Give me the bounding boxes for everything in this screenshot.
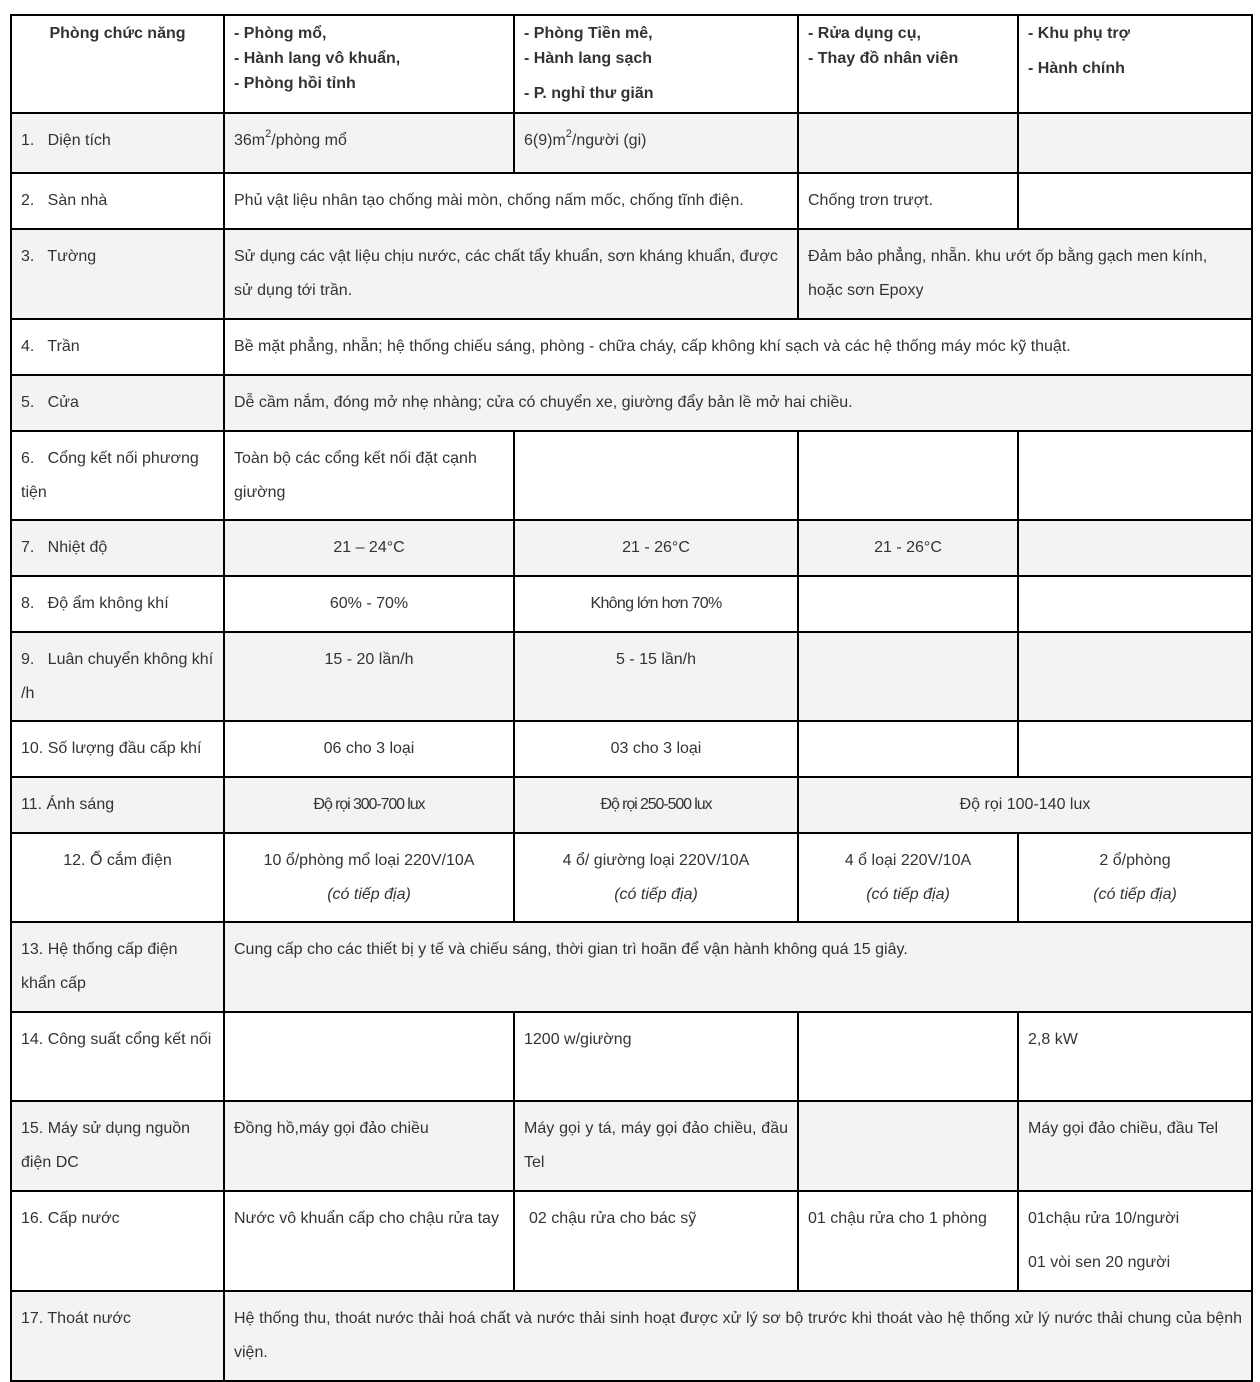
socket-value: 2 ổ/phòng	[1099, 852, 1171, 869]
empty-cell	[514, 431, 798, 520]
empty-cell	[224, 1012, 514, 1101]
row-label: 4. Trần	[11, 319, 224, 375]
empty-cell	[798, 576, 1018, 632]
area-operating-cell	[224, 113, 514, 173]
grounded-note: (có tiếp địa)	[1093, 886, 1177, 903]
water-preanesthesia-cell: 02 chậu rửa cho bác sỹ	[514, 1191, 798, 1291]
header-line: - P. nghỉ thư giãn	[524, 85, 654, 102]
table-row	[11, 833, 1252, 922]
header-preanesthesia-group	[514, 15, 798, 113]
header-line: - Phòng Tiền mê,	[524, 25, 653, 42]
empty-cell	[1018, 632, 1252, 721]
table-row	[11, 922, 1252, 1012]
superscript: 2	[265, 127, 272, 140]
table-row	[11, 319, 1252, 375]
row-label: 15. Máy sử dụng nguồn điện DC	[11, 1101, 224, 1191]
row-label: 14. Công suất cổng kết nối	[11, 1012, 224, 1101]
table-row	[11, 1101, 1252, 1191]
header-operating-room-group	[224, 15, 514, 113]
grounded-note: (có tiếp địa)	[327, 886, 411, 903]
power-aux-cell: 2,8 kW	[1018, 1012, 1252, 1101]
ceiling-cell: Bề mặt phẳng, nhẵn; hệ thống chiếu sáng, phòng - chữa cháy, cấp không khí sạch và các hệ thống máy móc kỹ thuật.	[224, 319, 1252, 375]
header-line: - Phòng hồi tỉnh	[234, 75, 356, 92]
socket-operating-cell	[224, 833, 514, 922]
socket-preanesthesia-cell	[514, 833, 798, 922]
row-label: 17. Thoát nước	[11, 1291, 224, 1381]
header-line: - Thay đồ nhân viên	[808, 50, 959, 67]
wall-main-cell: Sử dụng các vật liệu chịu nước, các chất tẩy khuẩn, sơn kháng khuẩn, được sử dụng tới trần.	[224, 229, 798, 319]
room-spec-table	[10, 14, 1253, 1382]
header-functional-room: Phòng chức năng	[11, 15, 224, 113]
area-unit: /phòng mổ	[271, 132, 347, 149]
socket-value: 4 ổ loại 220V/10A	[844, 852, 972, 869]
empty-cell	[1018, 520, 1252, 576]
water-operating-cell: Nước vô khuẩn cấp cho chậu rửa tay	[224, 1191, 514, 1291]
area-preanesthesia-cell	[514, 113, 798, 173]
wall-aux-cell: Đảm bảo phẳng, nhẵn. khu ướt ốp bằng gạch men kính, hoặc sơn Epoxy	[798, 229, 1252, 319]
area-value: 36m	[234, 132, 266, 149]
grounded-note: (có tiếp địa)	[614, 886, 698, 903]
drainage-cell: Hệ thống thu, thoát nước thải hoá chất và nước thải sinh hoạt được xử lý sơ bộ trước khi thoát vào hệ thống xử lý nước thải chung của bệnh viện.	[224, 1291, 1252, 1381]
row-label: 7. Nhiệt độ	[11, 520, 224, 576]
empty-cell	[1018, 173, 1252, 229]
socket-wash-cell	[798, 833, 1018, 922]
superscript: 2	[565, 127, 572, 140]
header-auxiliary-group	[1018, 15, 1252, 113]
water-wash-cell: 01 chậu rửa cho 1 phòng	[798, 1191, 1018, 1291]
empty-cell	[1018, 721, 1252, 777]
empty-cell	[1018, 576, 1252, 632]
header-line: - Hành lang vô khuẩn,	[234, 50, 401, 67]
water-aux-cell	[1018, 1191, 1252, 1291]
table-row	[11, 229, 1252, 319]
row-label: 16. Cấp nước	[11, 1191, 224, 1291]
connection-port-cell: Toàn bộ các cổng kết nối đặt cạnh giường	[224, 431, 514, 520]
power-preanesthesia-cell: 1200 w/giường	[514, 1012, 798, 1101]
socket-aux-cell	[1018, 833, 1252, 922]
row-label: 13. Hệ thống cấp điện khẩn cấp	[11, 922, 224, 1012]
row-label: 8. Độ ẩm không khí	[11, 576, 224, 632]
temperature-operating-cell: 21 – 24°C	[224, 520, 514, 576]
row-label: 1. Diện tích	[11, 113, 224, 173]
row-label: 3. Tường	[11, 229, 224, 319]
area-value: 6(9)m	[524, 132, 566, 149]
door-cell: Dễ cầm nắm, đóng mở nhẹ nhàng; cửa có chuyển xe, giường đẩy bản lề mở hai chiều.	[224, 375, 1252, 431]
temperature-preanesthesia-cell: 21 - 26°C	[514, 520, 798, 576]
table-row	[11, 113, 1252, 173]
temperature-wash-cell: 21 - 26°C	[798, 520, 1018, 576]
empty-cell	[798, 1012, 1018, 1101]
empty-cell	[1018, 431, 1252, 520]
row-label: 2. Sàn nhà	[11, 173, 224, 229]
table-row	[11, 375, 1252, 431]
dc-aux-cell: Máy gọi đảo chiều, đầu Tel	[1018, 1101, 1252, 1191]
table-row	[11, 777, 1252, 833]
header-line: - Phòng mổ,	[234, 25, 327, 42]
header-line: - Rửa dụng cụ,	[808, 25, 921, 42]
dc-operating-cell: Đồng hồ,máy gọi đảo chiều	[224, 1101, 514, 1191]
table-row	[11, 520, 1252, 576]
header-line: - Hành lang sạch	[524, 50, 653, 67]
empty-cell	[798, 632, 1018, 721]
humidity-operating-cell: 60% - 70%	[224, 576, 514, 632]
header-washing-group	[798, 15, 1018, 113]
socket-value: 10 ổ/phòng mổ loại 220V/10A	[263, 852, 475, 869]
table-row	[11, 632, 1252, 721]
empty-cell	[1018, 113, 1252, 173]
header-row	[11, 15, 1252, 113]
water-aux-line: 01 vòi sen 20 người	[1028, 1254, 1171, 1271]
dc-preanesthesia-cell: Máy gọi y tá, máy gọi đảo chiều, đầu Tel	[514, 1101, 798, 1191]
air-exchange-preanesthesia-cell: 5 - 15 lần/h	[514, 632, 798, 721]
row-label: 9. Luân chuyển không khí /h	[11, 632, 224, 721]
water-aux-line: 01chậu rửa 10/người	[1028, 1210, 1180, 1227]
table-row	[11, 173, 1252, 229]
row-label: 11. Ánh sáng	[11, 777, 224, 833]
gas-outlets-preanesthesia-cell: 03 cho 3 loại	[514, 721, 798, 777]
floor-wash-cell: Chống trơn trượt.	[798, 173, 1018, 229]
table-row	[11, 576, 1252, 632]
header-line: - Hành chính	[1028, 60, 1125, 77]
lighting-aux-cell: Độ rọi 100-140 lux	[798, 777, 1252, 833]
table-row	[11, 1291, 1252, 1381]
table-row	[11, 1191, 1252, 1291]
row-label: 12. Ổ cắm điện	[11, 833, 224, 922]
floor-main-cell: Phủ vật liệu nhân tạo chống mài mòn, chống nấm mốc, chống tĩnh điện.	[224, 173, 798, 229]
area-unit: /người (gi)	[571, 132, 647, 149]
air-exchange-operating-cell: 15 - 20 lần/h	[224, 632, 514, 721]
empty-cell	[798, 431, 1018, 520]
gas-outlets-operating-cell: 06 cho 3 loại	[224, 721, 514, 777]
row-label: 10. Số lượng đầu cấp khí	[11, 721, 224, 777]
header-line: - Khu phụ trợ	[1028, 25, 1131, 42]
empty-cell	[798, 721, 1018, 777]
table-row	[11, 1012, 1252, 1101]
empty-cell	[798, 113, 1018, 173]
row-label: 6. Cổng kết nối phương tiện	[11, 431, 224, 520]
grounded-note: (có tiếp địa)	[866, 886, 950, 903]
socket-value: 4 ổ/ giường loại 220V/10A	[562, 852, 750, 869]
empty-cell	[798, 1101, 1018, 1191]
emergency-power-cell: Cung cấp cho các thiết bị y tế và chiếu sáng, thời gian trì hoãn để vận hành không quá 15 giây.	[224, 922, 1252, 1012]
lighting-operating-cell: Độ rọi 300-700 lux	[224, 777, 514, 833]
table-row	[11, 431, 1252, 520]
humidity-preanesthesia-cell: Không lớn hơn 70%	[514, 576, 798, 632]
lighting-preanesthesia-cell: Độ rọi 250-500 lux	[514, 777, 798, 833]
row-label: 5. Cửa	[11, 375, 224, 431]
table-row	[11, 721, 1252, 777]
